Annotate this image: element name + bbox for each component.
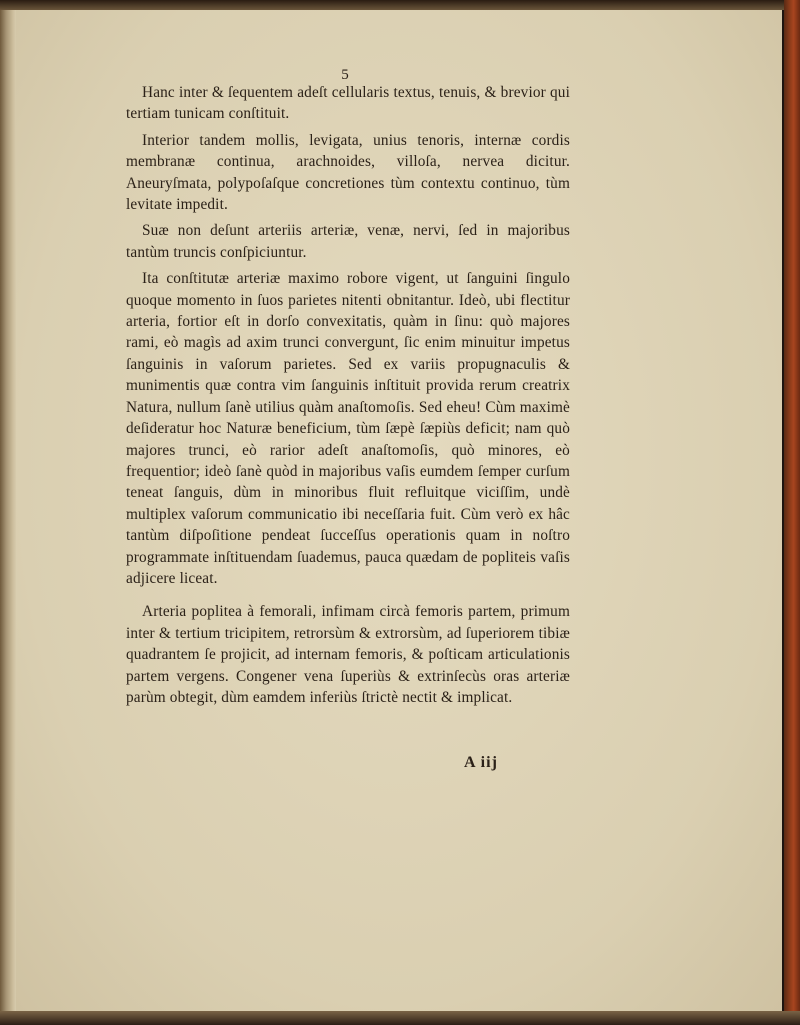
page-bottom-edge [0,1011,800,1025]
page-top-edge [0,0,800,10]
paragraph-4: Ita conſtitutæ arteriæ maximo robore vigent, ut ſanguini ſingulo quoque momento in ſuos parietes nitenti obnitantur. Ideò, ubi flectitur arteria, fortior eſt in dorſo convexitatis, quàm in ſinu: quò majores rami, eò magìs ad axim trunci convergunt, ſic enim minuitur impetus ſanguinis in vaſorum parietes. Sed ex variis propugnaculis & munimentis quæ contra vim ſanguinis inſtituit provida rerum creatrix Natura, nullum ſanè utilius quàm anaſtomoſis. Sed eheu! Cùm maximè deſideratur hoc Naturæ beneficium, tùm ſæpè ſæpiùs deficit; nam quò majores trunci, eò rarior adeſt anaſtomoſis, quò minores, eò frequentior; ideò ſanè quòd in majoribus vaſis eumdem ſemper curſum teneat ſanguis, dùm in minoribus fluit refluitque viciſſim, undè multiplex vaſorum communicatio ibi neceſſaria fuit. Cùm verò ex hâc tantùm diſpoſitione pendeat ſucceſſus operationis quam in noſtro programmate inſtituendam ſuademus, pauca quædam de popliteis vaſis adjicere liceat. [126,270,570,587]
paragraph-1: Hanc inter & ſequentem adeſt cellularis textus, tenuis, & brevior qui tertiam tunicam conſtituit. [126,84,570,123]
signature-mark: A iij [464,754,498,771]
paragraph-5: Arteria poplitea à femorali, infimam circà femoris partem, primum inter & tertium tricipitem, retrorsùm & extrorsùm, ad ſuperiorem tibiæ quadrantem ſe projicit, ad internam femoris, & poſticam articulationis partem vergens. Congener vena ſuperiùs & extrinſecùs oras arteriæ parùm obtegit, dùm eamdem inferiùs ſtrictè nectit & implicat. [126,603,570,706]
book-spine [784,0,800,1025]
paragraph-2: Interior tandem mollis, levigata, unius tenoris, internæ cordis membranæ continua, arachnoides, villoſa, nervea dicitur. Aneuryſmata, polypoſaſque concretiones tùm contextu continuo, tùm levitate impedit. [126,131,570,214]
page-left-edge [0,0,16,1025]
paragraph-3: Suæ non deſunt arteriis arteriæ, venæ, nervi, ſed in majoribus tantùm truncis conſpiciuntur. [126,222,570,261]
page-number: 5 [341,67,349,83]
body-text [126,82,570,708]
